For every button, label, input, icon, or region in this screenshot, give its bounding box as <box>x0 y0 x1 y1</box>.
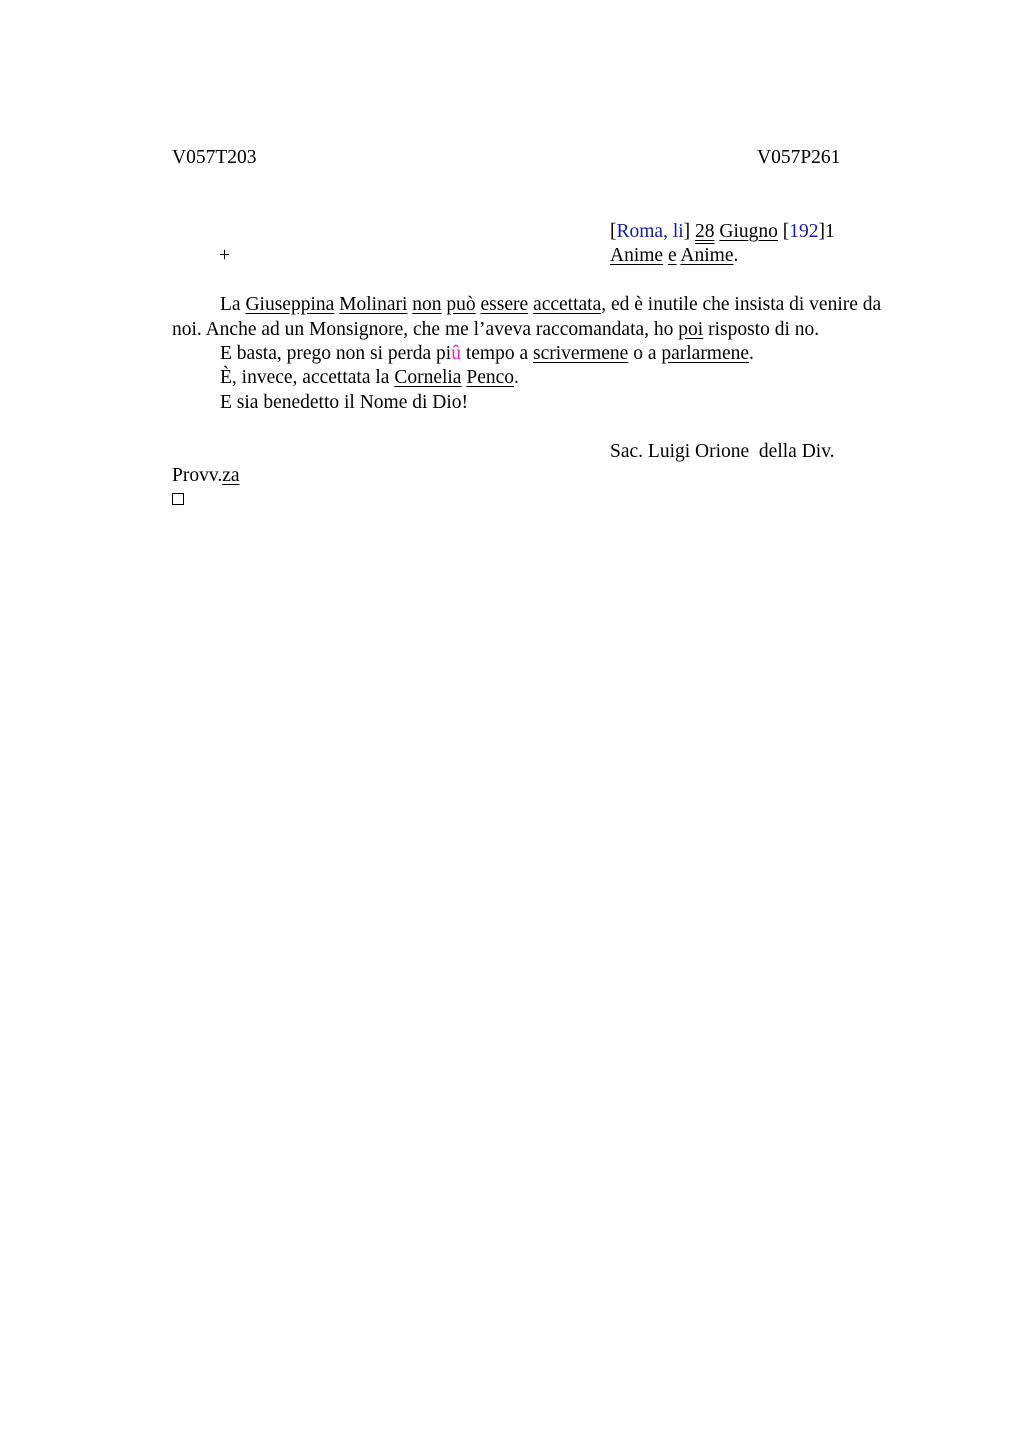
name-cornelia: Cornelia <box>394 367 462 388</box>
text-run: E basta, prego non si perda pi <box>220 343 452 364</box>
paragraph-4: E sia benedetto il Nome di Dio! <box>220 392 469 413</box>
text-run: . <box>514 367 519 388</box>
dateline-month: Giugno <box>719 221 778 242</box>
underlined-word: parlarmene <box>661 343 750 364</box>
text-run: , ed è inutile che insista di venire da noi. Anche ad un Monsignore, che me l’aveva raccomandata, ho <box>172 294 882 340</box>
highlighted-letter: û <box>451 343 461 364</box>
dateline-year-part: 192 <box>789 221 819 242</box>
dateline-open-bracket-2: [ <box>782 221 790 242</box>
dateline <box>610 220 835 244</box>
signature-line-1: Sac. Luigi Orione della Div. <box>610 441 835 462</box>
underlined-word: non <box>412 294 442 315</box>
paragraph-3 <box>172 366 902 391</box>
text-run: o a <box>628 343 662 364</box>
dateline-place: Roma, li <box>616 221 684 242</box>
dateline-close-bracket: ] <box>683 221 691 242</box>
name-molinari: Molinari <box>339 294 408 315</box>
text-run: . <box>749 343 754 364</box>
name-giuseppina: Giuseppina <box>245 294 335 315</box>
underlined-word: poi <box>678 318 704 340</box>
motto-period: . <box>733 245 739 266</box>
dateline-year-digit: 1 <box>825 221 835 242</box>
header-right-code: V057P261 <box>757 147 841 168</box>
motto-word-3: Anime <box>680 245 734 266</box>
signature-za: za <box>222 465 240 486</box>
text-run: risposto di no. <box>703 318 820 340</box>
name-penco: Penco <box>466 367 514 388</box>
text-run: La <box>220 294 246 315</box>
underlined-word: scrivermene <box>533 343 629 364</box>
motto-word-1: Anime <box>610 245 664 266</box>
underlined-word: accettata <box>533 294 602 315</box>
cross-mark: + <box>219 245 230 266</box>
dateline-day: 28 <box>695 221 715 242</box>
motto <box>610 244 738 268</box>
text-run: tempo a <box>460 343 534 364</box>
underlined-word: essere <box>480 294 529 315</box>
signature-provv: Provv. <box>172 465 223 486</box>
dateline-close-bracket-2: ] <box>818 221 826 242</box>
dateline-open-bracket: [ <box>610 221 617 242</box>
header-left-code: V057T203 <box>172 147 257 168</box>
checkbox-square-icon <box>172 493 184 505</box>
signature-line-2 <box>172 464 240 488</box>
paragraph-2 <box>172 342 902 367</box>
paragraph-1 <box>172 293 902 342</box>
text-run: È, invece, accettata la <box>220 367 395 388</box>
motto-word-2: e <box>667 245 677 266</box>
underlined-word: può <box>446 294 476 315</box>
